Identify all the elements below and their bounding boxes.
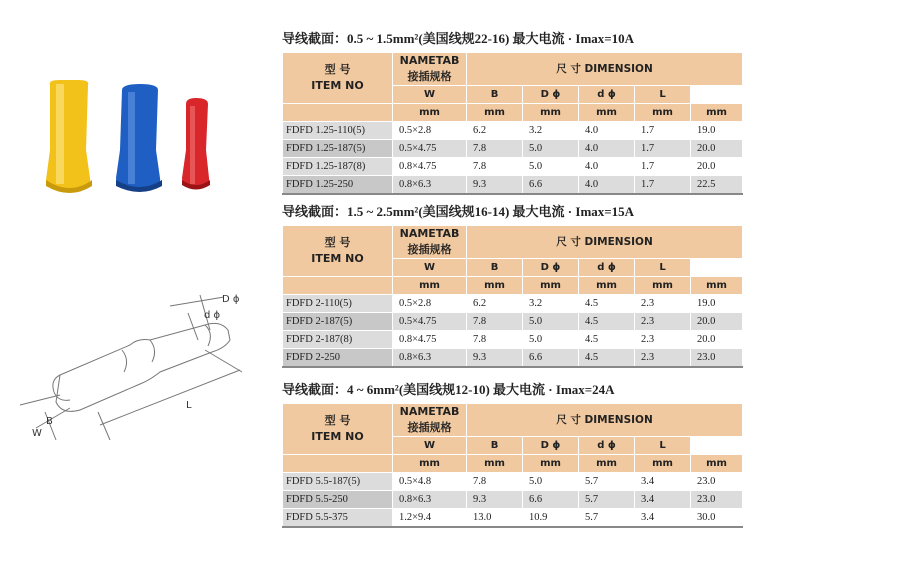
unit-model [283,104,393,122]
header-col-d: d ϕ [579,86,635,104]
unit-w: mm [467,455,523,473]
cell-D: 4.0 [579,158,635,176]
cell-model: FDFD 1.25-187(5) [283,140,393,158]
section-title: 导线截面：0.5 ~ 1.5mm²(美国线规22-16) 最大电流 · Imax=10A [282,31,635,46]
cell-l: 23.0 [691,349,743,368]
header-col-b: B [467,259,523,277]
cell-b: 6.6 [523,349,579,368]
cell-l: 19.0 [691,295,743,313]
table-row [283,140,743,158]
cell-tab: 0.5×2.8 [393,122,467,140]
cell-b: 5.0 [523,473,579,491]
cell-D: 5.7 [579,473,635,491]
cell-d: 1.7 [635,176,691,195]
cell-tab: 0.8×6.3 [393,176,467,195]
cell-tab: 1.2×9.4 [393,509,467,528]
section-title: 导线截面：4 ~ 6mm²(美国线规12-10) 最大电流 · Imax=24A [282,382,615,397]
header-model-en: ITEM NO [311,252,364,265]
cell-tab: 0.5×4.8 [393,473,467,491]
header-dimension: 尺 寸 DIMENSION [467,226,743,259]
cell-model: FDFD 1.25-250 [283,176,393,195]
cell-model: FDFD 1.25-110(5) [283,122,393,140]
header-col-l: L [635,86,691,104]
header-col-l: L [635,259,691,277]
unit-l: mm [691,277,743,295]
header-tab-en: NAMETAB [399,227,460,240]
cell-l: 20.0 [691,158,743,176]
table-row [283,295,743,313]
unit-d: mm [635,104,691,122]
header-tab-en: NAMETAB [399,54,460,67]
cell-l: 20.0 [691,331,743,349]
header-dimension: 尺 寸 DIMENSION [467,53,743,86]
header-model-cn: 型 号 [324,63,351,76]
spec-table [282,52,743,195]
cell-w: 7.8 [467,140,523,158]
cell-D: 4.0 [579,176,635,195]
header-model-en: ITEM NO [311,430,364,443]
cell-b: 5.0 [523,140,579,158]
spec-section-2 [282,203,742,368]
section-title: 导线截面：1.5 ~ 2.5mm²(美国线规16-14) 最大电流 · Imax=15A [282,204,635,219]
cell-tab: 0.8×6.3 [393,491,467,509]
cell-D: 4.5 [579,313,635,331]
cell-model: FDFD 5.5-375 [283,509,393,528]
unit-tab: mm [393,277,467,295]
cell-l: 30.0 [691,509,743,528]
cell-tab: 0.5×4.75 [393,140,467,158]
spec-table [282,225,743,368]
cell-l: 20.0 [691,313,743,331]
cell-l: 20.0 [691,140,743,158]
cell-model: FDFD 2-250 [283,349,393,368]
unit-model [283,277,393,295]
cell-d: 3.4 [635,509,691,528]
header-model [283,53,393,104]
cell-b: 5.0 [523,158,579,176]
header-tab-cn: 接插规格 [407,243,452,256]
cell-D: 4.0 [579,140,635,158]
unit-D: mm [579,104,635,122]
cell-w: 6.2 [467,295,523,313]
header-model [283,226,393,277]
cell-d: 2.3 [635,295,691,313]
cell-tab: 0.8×4.75 [393,158,467,176]
cell-d: 2.3 [635,331,691,349]
cell-d: 3.4 [635,491,691,509]
cell-b: 6.6 [523,491,579,509]
cell-w: 7.8 [467,313,523,331]
header-model-cn: 型 号 [324,414,351,427]
cell-l: 22.5 [691,176,743,195]
header-tab [393,226,467,259]
cell-l: 23.0 [691,491,743,509]
product-illustration [0,0,280,566]
table-row [283,313,743,331]
cell-model: FDFD 2-187(8) [283,331,393,349]
table-row [283,331,743,349]
header-tab-en: NAMETAB [399,405,460,418]
header-tab [393,404,467,437]
cell-d: 1.7 [635,140,691,158]
cell-model: FDFD 5.5-250 [283,491,393,509]
unit-b: mm [523,277,579,295]
header-model [283,404,393,455]
label-d: d ϕ [204,310,221,321]
cell-D: 4.5 [579,331,635,349]
spec-table [282,403,743,528]
cell-w: 9.3 [467,176,523,195]
red-terminal-image [182,98,210,190]
unit-b: mm [523,455,579,473]
header-dimension: 尺 寸 DIMENSION [467,404,743,437]
cell-w: 9.3 [467,491,523,509]
table-row [283,473,743,491]
table-row [283,158,743,176]
spec-section-1 [282,30,742,195]
header-model-cn: 型 号 [324,236,351,249]
cell-model: FDFD 2-187(5) [283,313,393,331]
header-col-D: D ϕ [523,437,579,455]
header-col-d: d ϕ [579,259,635,277]
label-L: L [186,400,192,411]
cell-b: 3.2 [523,122,579,140]
header-col-D: D ϕ [523,86,579,104]
cell-d: 1.7 [635,158,691,176]
table-row [283,509,743,528]
header-col-w: W [393,86,467,104]
cell-tab: 0.8×4.75 [393,331,467,349]
cell-d: 1.7 [635,122,691,140]
cell-w: 9.3 [467,349,523,368]
table-row [283,491,743,509]
cell-l: 19.0 [691,122,743,140]
cell-d: 2.3 [635,349,691,368]
unit-w: mm [467,277,523,295]
cell-w: 7.8 [467,473,523,491]
table-row [283,349,743,368]
table-row [283,122,743,140]
header-col-w: W [393,259,467,277]
cell-l: 23.0 [691,473,743,491]
header-tab-cn: 接插规格 [407,421,452,434]
yellow-terminal-image [46,80,92,193]
unit-tab: mm [393,455,467,473]
label-B: B [46,416,53,427]
cell-b: 6.6 [523,176,579,195]
label-W: W [32,428,42,439]
unit-b: mm [523,104,579,122]
unit-D: mm [579,277,635,295]
cell-b: 3.2 [523,295,579,313]
cell-tab: 0.5×4.75 [393,313,467,331]
cell-model: FDFD 1.25-187(8) [283,158,393,176]
unit-tab: mm [393,104,467,122]
header-tab-cn: 接插规格 [407,70,452,83]
table-row [283,176,743,195]
cell-b: 5.0 [523,331,579,349]
cell-D: 4.5 [579,349,635,368]
cell-w: 7.8 [467,158,523,176]
cell-w: 7.8 [467,331,523,349]
cell-w: 6.2 [467,122,523,140]
label-D: D ϕ [222,294,240,305]
unit-w: mm [467,104,523,122]
cell-D: 4.5 [579,295,635,313]
header-col-b: B [467,86,523,104]
header-col-b: B [467,437,523,455]
unit-d: mm [635,455,691,473]
header-col-w: W [393,437,467,455]
header-col-D: D ϕ [523,259,579,277]
cell-D: 5.7 [579,491,635,509]
unit-D: mm [579,455,635,473]
cell-tab: 0.5×2.8 [393,295,467,313]
unit-model [283,455,393,473]
cell-d: 2.3 [635,313,691,331]
cell-model: FDFD 2-110(5) [283,295,393,313]
cell-tab: 0.8×6.3 [393,349,467,368]
cell-D: 5.7 [579,509,635,528]
cell-D: 4.0 [579,122,635,140]
header-model-en: ITEM NO [311,79,364,92]
header-col-l: L [635,437,691,455]
cell-b: 5.0 [523,313,579,331]
cell-model: FDFD 5.5-187(5) [283,473,393,491]
header-col-d: d ϕ [579,437,635,455]
header-tab [393,53,467,86]
unit-l: mm [691,104,743,122]
spec-section-3 [282,381,742,528]
cell-b: 10.9 [523,509,579,528]
blue-terminal-image [116,84,162,192]
cell-d: 3.4 [635,473,691,491]
unit-l: mm [691,455,743,473]
unit-d: mm [635,277,691,295]
cell-w: 13.0 [467,509,523,528]
